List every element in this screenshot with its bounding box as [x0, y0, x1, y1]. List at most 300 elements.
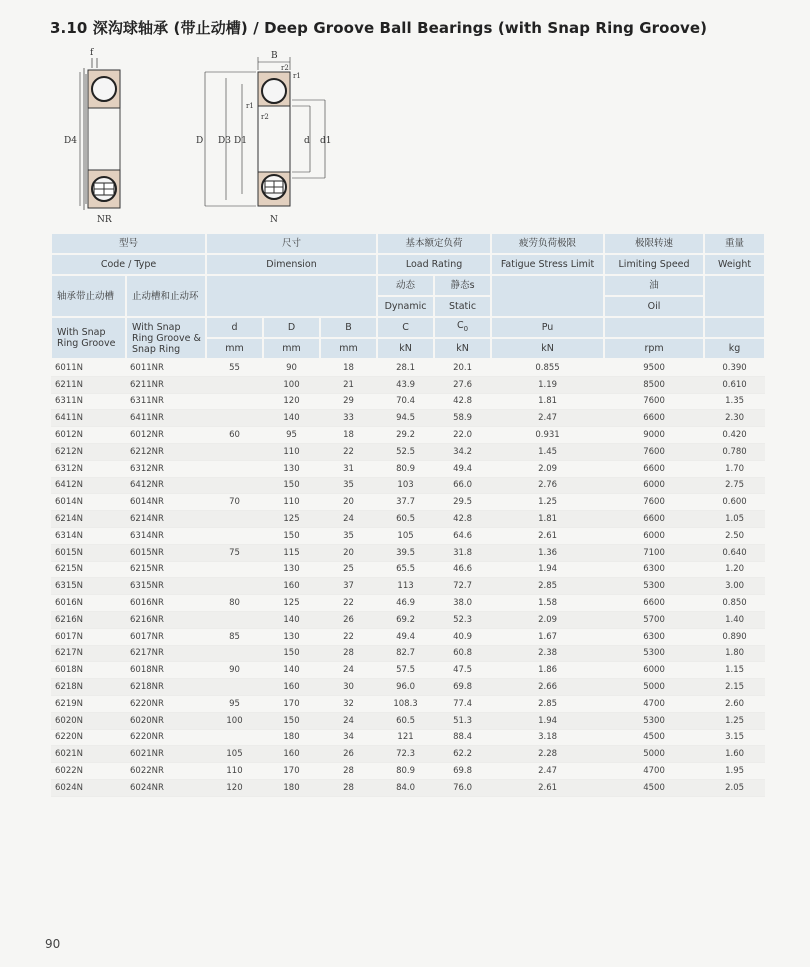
table-row — [51, 779, 765, 796]
cell-speed: 5300 — [604, 645, 704, 662]
header-C0-main: C — [456, 320, 464, 332]
cell-static-C0: 49.4 — [434, 460, 491, 477]
cell-code-nr: 6220NR — [126, 729, 206, 746]
cell-weight: 1.35 — [704, 393, 765, 410]
cell-d: 90 — [206, 662, 263, 679]
cell-dynamic-C: 121 — [377, 729, 434, 746]
table-row — [51, 511, 765, 528]
cell-code-n: 6211N — [51, 376, 126, 393]
cell-d — [206, 376, 263, 393]
cell-outer-D: 110 — [263, 443, 320, 460]
cell-code-n: 6218N — [51, 679, 126, 696]
cell-code-nr: 6314NR — [126, 527, 206, 544]
cell-d — [206, 393, 263, 410]
cell-d: 100 — [206, 712, 263, 729]
cell-fatigue-Pu: 1.81 — [491, 511, 604, 528]
cell-static-C0: 66.0 — [434, 477, 491, 494]
cell-code-nr: 6216NR — [126, 611, 206, 628]
table-row — [51, 595, 765, 612]
cell-fatigue-Pu: 2.76 — [491, 477, 604, 494]
nr-bearing-drawing — [80, 58, 120, 210]
cell-d — [206, 443, 263, 460]
cell-fatigue-Pu: 2.09 — [491, 460, 604, 477]
cell-code-nr: 6021NR — [126, 746, 206, 763]
page-number: 90 — [45, 937, 61, 951]
cell-code-n: 6214N — [51, 511, 126, 528]
cell-dynamic-C: 28.1 — [377, 359, 434, 376]
cell-outer-D: 180 — [263, 779, 320, 796]
cell-speed: 5000 — [604, 746, 704, 763]
cell-outer-D: 170 — [263, 695, 320, 712]
header-oil-en: Oil — [604, 296, 704, 317]
cell-weight: 1.70 — [704, 460, 765, 477]
cell-speed: 6000 — [604, 477, 704, 494]
cell-weight: 1.05 — [704, 511, 765, 528]
cell-speed: 7600 — [604, 393, 704, 410]
cell-fatigue-Pu: 1.86 — [491, 662, 604, 679]
cell-fatigue-Pu: 1.36 — [491, 544, 604, 561]
cell-code-n: 6314N — [51, 527, 126, 544]
cell-outer-D: 150 — [263, 527, 320, 544]
cell-speed: 6000 — [604, 662, 704, 679]
cell-speed: 5300 — [604, 712, 704, 729]
cell-code-nr: 6024NR — [126, 779, 206, 796]
cell-d: 105 — [206, 746, 263, 763]
header-dimension-en: Dimension — [206, 254, 377, 275]
cell-weight: 0.850 — [704, 595, 765, 612]
cell-static-C0: 69.8 — [434, 679, 491, 696]
cell-code-nr: 6214NR — [126, 511, 206, 528]
cell-static-C0: 52.3 — [434, 611, 491, 628]
cell-dynamic-C: 72.3 — [377, 746, 434, 763]
cell-code-n: 6024N — [51, 779, 126, 796]
cell-weight: 1.95 — [704, 763, 765, 780]
header-D: D — [263, 317, 320, 338]
cell-speed: 6600 — [604, 460, 704, 477]
table-row — [51, 527, 765, 544]
cell-static-C0: 42.8 — [434, 511, 491, 528]
cell-fatigue-Pu: 0.855 — [491, 359, 604, 376]
cell-width-B: 18 — [320, 427, 377, 444]
cell-dynamic-C: 105 — [377, 527, 434, 544]
cell-fatigue-Pu: 1.25 — [491, 494, 604, 511]
table-row — [51, 695, 765, 712]
cell-outer-D: 140 — [263, 611, 320, 628]
cell-code-nr: 6022NR — [126, 763, 206, 780]
nr-caption: NR — [97, 215, 112, 225]
cell-outer-D: 140 — [263, 662, 320, 679]
cell-width-B: 35 — [320, 477, 377, 494]
cell-speed: 8500 — [604, 376, 704, 393]
cell-fatigue-Pu: 2.28 — [491, 746, 604, 763]
cell-code-n: 6212N — [51, 443, 126, 460]
cell-weight: 0.610 — [704, 376, 765, 393]
cell-code-n: 6011N — [51, 359, 126, 376]
cell-d: 55 — [206, 359, 263, 376]
cell-code-n: 6216N — [51, 611, 126, 628]
cell-d — [206, 527, 263, 544]
cell-speed: 4500 — [604, 779, 704, 796]
header-col2-en: With Snap Ring Groove & Snap Ring — [126, 317, 206, 359]
cell-weight: 2.50 — [704, 527, 765, 544]
cell-outer-D: 160 — [263, 746, 320, 763]
table-row — [51, 645, 765, 662]
cell-static-C0: 40.9 — [434, 628, 491, 645]
header-C: C — [377, 317, 434, 338]
table-row — [51, 359, 765, 376]
unit-D: mm — [263, 338, 320, 359]
n-D1-label: D1 — [234, 136, 247, 146]
cell-d: 75 — [206, 544, 263, 561]
cell-code-nr: 6212NR — [126, 443, 206, 460]
table-row — [51, 746, 765, 763]
header-weight-en: Weight — [704, 254, 765, 275]
cell-d — [206, 477, 263, 494]
cell-code-n: 6016N — [51, 595, 126, 612]
cell-speed: 9000 — [604, 427, 704, 444]
cell-outer-D: 170 — [263, 763, 320, 780]
cell-width-B: 26 — [320, 611, 377, 628]
header-static-en: Static — [434, 296, 491, 317]
cell-static-C0: 27.6 — [434, 376, 491, 393]
cell-code-n: 6220N — [51, 729, 126, 746]
cell-code-n: 6312N — [51, 460, 126, 477]
cell-speed: 9500 — [604, 359, 704, 376]
unit-C0: kN — [434, 338, 491, 359]
cell-static-C0: 60.8 — [434, 645, 491, 662]
cell-speed: 4500 — [604, 729, 704, 746]
cell-code-n: 6021N — [51, 746, 126, 763]
unit-speed: rpm — [604, 338, 704, 359]
n-bearing-drawing — [205, 57, 325, 206]
cell-outer-D: 110 — [263, 494, 320, 511]
header-col2-cn: 止动槽和止动环 — [126, 275, 206, 317]
cell-code-n: 6017N — [51, 628, 126, 645]
cell-weight: 1.25 — [704, 712, 765, 729]
cell-weight: 2.05 — [704, 779, 765, 796]
cell-width-B: 21 — [320, 376, 377, 393]
cell-dynamic-C: 39.5 — [377, 544, 434, 561]
cell-dynamic-C: 70.4 — [377, 393, 434, 410]
cell-weight: 1.60 — [704, 746, 765, 763]
cell-fatigue-Pu: 1.81 — [491, 393, 604, 410]
cell-weight: 1.15 — [704, 662, 765, 679]
cell-static-C0: 77.4 — [434, 695, 491, 712]
cell-code-n: 6018N — [51, 662, 126, 679]
unit-weight: kg — [704, 338, 765, 359]
cell-code-n: 6219N — [51, 695, 126, 712]
header-dimension-blank — [206, 275, 377, 317]
header-weight-cn: 重量 — [704, 233, 765, 254]
cell-code-nr: 6412NR — [126, 477, 206, 494]
unit-Pu: kN — [491, 338, 604, 359]
cell-width-B: 24 — [320, 511, 377, 528]
cell-code-nr: 6411NR — [126, 410, 206, 427]
n-caption: N — [270, 215, 278, 225]
cell-outer-D: 130 — [263, 561, 320, 578]
header-speed-blank — [604, 317, 704, 338]
table-row — [51, 477, 765, 494]
cell-fatigue-Pu: 0.931 — [491, 427, 604, 444]
cell-static-C0: 88.4 — [434, 729, 491, 746]
cell-weight: 1.40 — [704, 611, 765, 628]
header-C0 — [434, 317, 491, 338]
cell-fatigue-Pu: 1.19 — [491, 376, 604, 393]
header-load-cn: 基本额定负荷 — [377, 233, 491, 254]
cell-code-nr: 6016NR — [126, 595, 206, 612]
cell-outer-D: 130 — [263, 460, 320, 477]
bearing-spec-table — [50, 232, 766, 797]
cell-d: 60 — [206, 427, 263, 444]
cell-code-n: 6315N — [51, 578, 126, 595]
header-dimension-cn: 尺寸 — [206, 233, 377, 254]
cell-d — [206, 645, 263, 662]
cell-outer-D: 100 — [263, 376, 320, 393]
cell-dynamic-C: 37.7 — [377, 494, 434, 511]
cell-weight: 2.60 — [704, 695, 765, 712]
table-row — [51, 611, 765, 628]
header-speed-cn: 极限转速 — [604, 233, 704, 254]
unit-B: mm — [320, 338, 377, 359]
table-row — [51, 712, 765, 729]
cell-speed: 4700 — [604, 763, 704, 780]
cell-d — [206, 729, 263, 746]
n-d-label: d — [304, 136, 310, 146]
cell-static-C0: 29.5 — [434, 494, 491, 511]
cell-d — [206, 410, 263, 427]
cell-code-nr: 6018NR — [126, 662, 206, 679]
cell-code-n: 6217N — [51, 645, 126, 662]
cell-code-n: 6022N — [51, 763, 126, 780]
cell-weight: 0.780 — [704, 443, 765, 460]
cell-outer-D: 120 — [263, 393, 320, 410]
nr-d4-label: D4 — [64, 136, 77, 146]
cell-dynamic-C: 96.0 — [377, 679, 434, 696]
cell-static-C0: 34.2 — [434, 443, 491, 460]
cell-dynamic-C: 60.5 — [377, 511, 434, 528]
cell-d — [206, 679, 263, 696]
cell-dynamic-C: 82.7 — [377, 645, 434, 662]
cell-width-B: 37 — [320, 578, 377, 595]
cell-dynamic-C: 65.5 — [377, 561, 434, 578]
cell-code-nr: 6215NR — [126, 561, 206, 578]
cell-speed: 6600 — [604, 595, 704, 612]
table-row — [51, 662, 765, 679]
header-d: d — [206, 317, 263, 338]
cell-code-nr: 6312NR — [126, 460, 206, 477]
cell-fatigue-Pu: 2.85 — [491, 695, 604, 712]
table-row — [51, 729, 765, 746]
cell-weight: 0.600 — [704, 494, 765, 511]
header-fatigue-blank — [491, 275, 604, 317]
cell-weight: 0.890 — [704, 628, 765, 645]
cell-fatigue-Pu: 3.18 — [491, 729, 604, 746]
cell-static-C0: 46.6 — [434, 561, 491, 578]
cell-speed: 6300 — [604, 561, 704, 578]
cell-fatigue-Pu: 1.94 — [491, 561, 604, 578]
header-col1-cn: 轴承带止动槽 — [51, 275, 126, 317]
table-body — [51, 359, 765, 796]
cell-static-C0: 47.5 — [434, 662, 491, 679]
table-row — [51, 410, 765, 427]
cell-code-nr: 6014NR — [126, 494, 206, 511]
header-speed-en: Limiting Speed — [604, 254, 704, 275]
cell-dynamic-C: 57.5 — [377, 662, 434, 679]
cell-d — [206, 460, 263, 477]
cell-outer-D: 130 — [263, 628, 320, 645]
cell-dynamic-C: 69.2 — [377, 611, 434, 628]
cell-outer-D: 160 — [263, 679, 320, 696]
cell-width-B: 33 — [320, 410, 377, 427]
table-row — [51, 679, 765, 696]
header-dynamic-cn: 动态 — [377, 275, 434, 296]
cell-outer-D: 180 — [263, 729, 320, 746]
cell-code-nr: 6017NR — [126, 628, 206, 645]
cell-static-C0: 20.1 — [434, 359, 491, 376]
cell-outer-D: 150 — [263, 645, 320, 662]
cell-code-nr: 6012NR — [126, 427, 206, 444]
cell-dynamic-C: 108.3 — [377, 695, 434, 712]
cell-speed: 6000 — [604, 527, 704, 544]
unit-C: kN — [377, 338, 434, 359]
cell-speed: 5700 — [604, 611, 704, 628]
cell-static-C0: 58.9 — [434, 410, 491, 427]
cell-width-B: 24 — [320, 662, 377, 679]
cell-static-C0: 38.0 — [434, 595, 491, 612]
cell-width-B: 28 — [320, 763, 377, 780]
cell-d: 120 — [206, 779, 263, 796]
header-fatigue-en: Fatigue Stress Limit — [491, 254, 604, 275]
cell-static-C0: 72.7 — [434, 578, 491, 595]
header-load-en: Load Rating — [377, 254, 491, 275]
cell-weight: 2.30 — [704, 410, 765, 427]
cell-outer-D: 115 — [263, 544, 320, 561]
cell-fatigue-Pu: 2.47 — [491, 410, 604, 427]
n-b-label: B — [271, 51, 278, 61]
cell-outer-D: 150 — [263, 477, 320, 494]
page-title: 3.10 深沟球轴承 (带止动槽) / Deep Groove Ball Bearings (with Snap Ring Groove) — [50, 19, 708, 37]
header-B: B — [320, 317, 377, 338]
cell-d: 85 — [206, 628, 263, 645]
cell-code-nr: 6311NR — [126, 393, 206, 410]
unit-d: mm — [206, 338, 263, 359]
cell-width-B: 18 — [320, 359, 377, 376]
cell-fatigue-Pu: 2.47 — [491, 763, 604, 780]
cell-d — [206, 561, 263, 578]
cell-fatigue-Pu: 2.85 — [491, 578, 604, 595]
cell-fatigue-Pu: 2.61 — [491, 527, 604, 544]
cell-code-n: 6412N — [51, 477, 126, 494]
cell-weight: 0.390 — [704, 359, 765, 376]
n-r2-top-label: r2 — [281, 64, 289, 72]
cell-d: 80 — [206, 595, 263, 612]
table-row — [51, 443, 765, 460]
cell-weight: 0.420 — [704, 427, 765, 444]
header-static-cn: 静态s — [434, 275, 491, 296]
header-weight-blank — [704, 275, 765, 317]
cell-dynamic-C: 29.2 — [377, 427, 434, 444]
table-row — [51, 544, 765, 561]
cell-outer-D: 125 — [263, 511, 320, 528]
cell-code-n: 6311N — [51, 393, 126, 410]
cell-width-B: 20 — [320, 494, 377, 511]
cell-width-B: 28 — [320, 779, 377, 796]
cell-static-C0: 64.6 — [434, 527, 491, 544]
cell-speed: 6600 — [604, 511, 704, 528]
cell-d — [206, 511, 263, 528]
cell-code-nr: 6220NR — [126, 695, 206, 712]
table-row — [51, 494, 765, 511]
cell-weight: 1.80 — [704, 645, 765, 662]
cell-width-B: 29 — [320, 393, 377, 410]
cell-weight: 3.00 — [704, 578, 765, 595]
cell-outer-D: 140 — [263, 410, 320, 427]
cell-width-B: 22 — [320, 595, 377, 612]
cell-code-nr: 6315NR — [126, 578, 206, 595]
cell-speed: 6300 — [604, 628, 704, 645]
cell-code-nr: 6011NR — [126, 359, 206, 376]
cell-dynamic-C: 103 — [377, 477, 434, 494]
table-row — [51, 393, 765, 410]
cell-width-B: 24 — [320, 712, 377, 729]
cell-d — [206, 578, 263, 595]
cell-speed: 5000 — [604, 679, 704, 696]
n-r1-label: r1 — [293, 72, 301, 80]
cell-weight: 3.15 — [704, 729, 765, 746]
cell-width-B: 22 — [320, 628, 377, 645]
n-r1-left-label: r1 — [246, 102, 254, 110]
cell-dynamic-C: 80.9 — [377, 763, 434, 780]
cell-outer-D: 150 — [263, 712, 320, 729]
cell-speed: 5300 — [604, 578, 704, 595]
header-C0-sub: 0 — [463, 324, 469, 333]
table-row — [51, 561, 765, 578]
cell-width-B: 20 — [320, 544, 377, 561]
cell-d: 70 — [206, 494, 263, 511]
cell-outer-D: 90 — [263, 359, 320, 376]
table-row — [51, 763, 765, 780]
cell-code-n: 6215N — [51, 561, 126, 578]
cell-code-n: 6020N — [51, 712, 126, 729]
cell-fatigue-Pu: 2.09 — [491, 611, 604, 628]
cell-speed: 7600 — [604, 443, 704, 460]
cell-dynamic-C: 113 — [377, 578, 434, 595]
cell-dynamic-C: 46.9 — [377, 595, 434, 612]
cell-static-C0: 69.8 — [434, 763, 491, 780]
cell-speed: 7600 — [604, 494, 704, 511]
cell-static-C0: 31.8 — [434, 544, 491, 561]
cell-static-C0: 22.0 — [434, 427, 491, 444]
table-row — [51, 578, 765, 595]
cell-fatigue-Pu: 1.45 — [491, 443, 604, 460]
header-type-en: Code / Type — [51, 254, 206, 275]
cell-dynamic-C: 84.0 — [377, 779, 434, 796]
cell-code-nr: 6211NR — [126, 376, 206, 393]
cell-speed: 7100 — [604, 544, 704, 561]
cell-width-B: 32 — [320, 695, 377, 712]
cell-code-n: 6411N — [51, 410, 126, 427]
header-type-cn: 型号 — [51, 233, 206, 254]
cell-fatigue-Pu: 1.67 — [491, 628, 604, 645]
cell-width-B: 26 — [320, 746, 377, 763]
cell-code-n: 6015N — [51, 544, 126, 561]
bearing-drawings — [40, 44, 440, 230]
cell-code-nr: 6020NR — [126, 712, 206, 729]
cell-width-B: 22 — [320, 443, 377, 460]
n-d1-label: d1 — [320, 136, 332, 146]
n-D3-label: D3 — [218, 136, 231, 146]
table-row — [51, 628, 765, 645]
